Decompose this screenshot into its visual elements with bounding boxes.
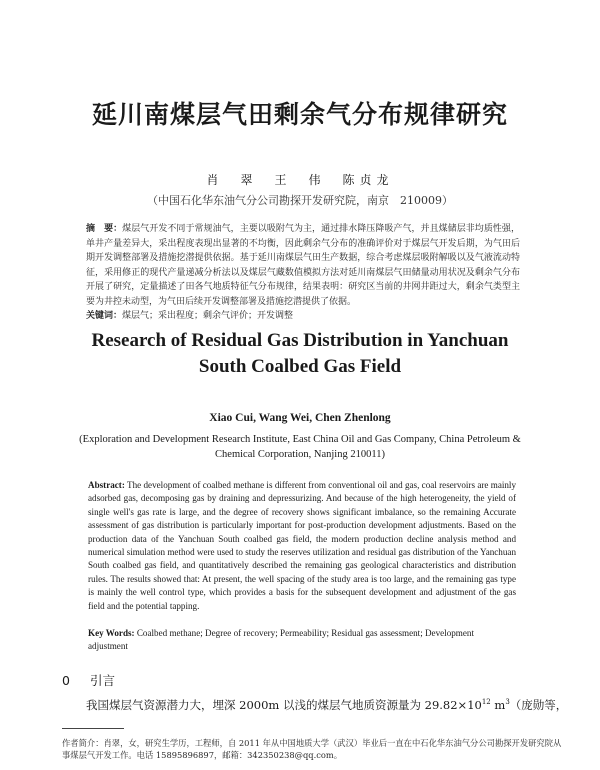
abstract-chinese bbox=[86, 222, 520, 309]
keywords-chinese-label: 关键词： bbox=[86, 311, 123, 321]
keywords-chinese-text: 煤层气；采出程度；剩余气评价；开发调整 bbox=[122, 311, 294, 321]
affiliation-chinese: （中国石化华东油气分公司勘探开发研究院，南京 210009） bbox=[147, 194, 453, 207]
affiliation-english: (Exploration and Development Research Institute, East China Oil and Gas Company, China Petroleum & Chemical Corporation, Nanjing 210011) bbox=[79, 434, 521, 460]
intro-text-post: （庞勋等， bbox=[509, 697, 568, 712]
title-english-line-2: South Coalbed Gas Field bbox=[198, 356, 402, 377]
abstract-chinese-label: 摘 要： bbox=[86, 224, 123, 234]
keywords-chinese bbox=[86, 309, 520, 323]
section-title: 引言 bbox=[90, 673, 116, 688]
title-english-line-1: Research of Residual Gas Distribution in Yanchuan bbox=[91, 330, 509, 351]
intro-paragraph bbox=[62, 694, 568, 713]
section-number: 0 bbox=[62, 673, 70, 688]
abstract-english-label: Abstract: bbox=[88, 480, 125, 490]
intro-exponent-12: 12 bbox=[481, 698, 491, 706]
keywords-english-text: Coalbed methane; Degree of recovery; Permeability; Residual gas assessment; Development adjustment bbox=[88, 628, 474, 651]
abstract-english bbox=[88, 479, 516, 613]
title-english bbox=[0, 328, 600, 380]
title-chinese: 延川南煤层气田剩余气分布规律研究 bbox=[91, 100, 508, 129]
intro-exponent-3: 3 bbox=[505, 698, 510, 706]
intro-text-unit: m bbox=[490, 697, 506, 712]
footnote-divider bbox=[62, 728, 124, 729]
authors-english: Xiao Cui, Wang Wei, Chen Zhenlong bbox=[209, 412, 391, 424]
authors-chinese: 肖 翠 王 伟 陈贞龙 bbox=[206, 173, 394, 187]
intro-text-pre: 我国煤层气资源潜力大，埋深 2000m 以浅的煤层气地质资源量为 29.82×10 bbox=[86, 697, 482, 712]
keywords-english-label: Key Words: bbox=[88, 628, 135, 638]
author-footnote: 作者简介：肖翠，女，研究生学历，工程师，自 2011 年从中国地质大学（武汉）毕业后一直在中石化华东油气分公司勘探开发研究院从事煤层气开发工作。电话 15895896897，邮箱：342350238@qq.com。 bbox=[62, 738, 562, 760]
abstract-chinese-text: 煤层气开发不同于常规油气，主要以吸附气为主，通过排水降压降吸产气，并且煤储层非均质性强，单井产量差异大，采出程度表现出显著的不均衡，因此剩余气分布的准确评价对于煤层气开发后期，为气田后期开发调整部署及措施挖潜提供依据。基于延川南煤层气田生产数据，综合考虑煤层吸附解吸以及气液流动特征，采用修正的现代产量递减分析法以及煤层气藏数值模拟方法对延川南煤层气田储量动用状况及剩余气分布开展了研究，定量描述了田各气地质特征气分布规律，结果表明：研究区当前的井网井距过大，剩余气类型主要为井控未动型，为气田后续开发调整部署及措施挖潜提供了依据。 bbox=[86, 224, 520, 307]
abstract-english-text: The development of coalbed methane is different from conventional oil and gas, coal reservoirs are mainly adsorbed gas, decomposing gas by draining and depressurizing. And because of the high heterogeneity, the yield of single well's gas rate is large, and the degree of recovery shows significant imbalance, so the remaining Accurate assessment of gas distribution is particularly important for post-production development adjustments. Based on the production data of the Yanchuan South coalbed gas field, the modern production decline analysis method and numerical simulation method were used to study the reserves utilization and residual gas distribution of the Yanchuan South coalbed gas field, and quantitatively described the remaining gas geological characteristics and distribution rules. The results showed that: At present, the well spacing of the study area is too large, and the remaining gas type is mainly the well control type, which provides a basis for the subsequent development and adjustment of the gas field and the potential tapping. bbox=[88, 480, 517, 611]
section-heading bbox=[62, 671, 115, 689]
keywords-english bbox=[88, 627, 516, 653]
